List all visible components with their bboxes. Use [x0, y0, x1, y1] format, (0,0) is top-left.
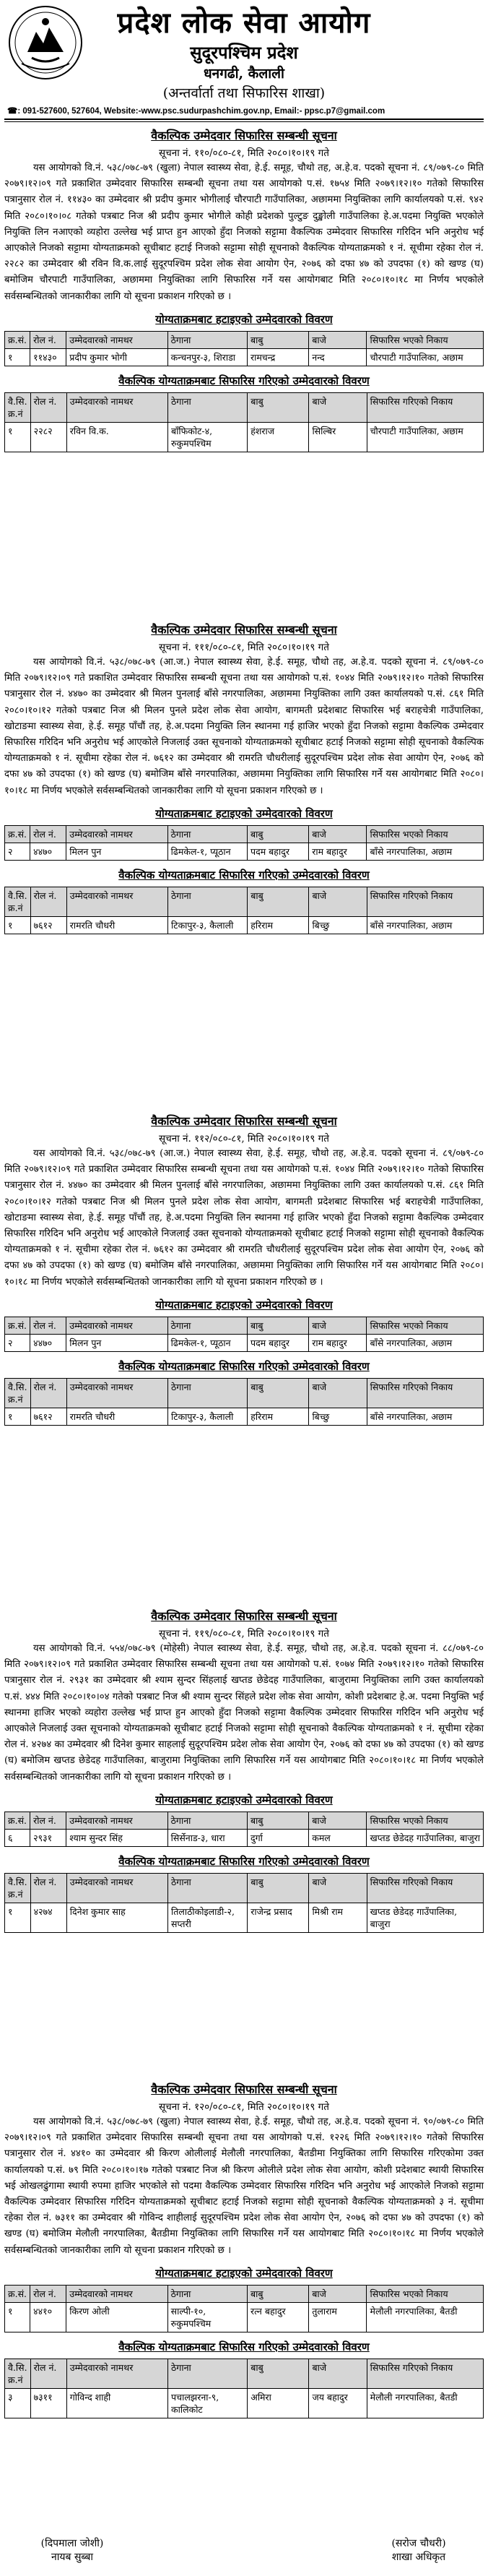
- column-header: रोल नं.: [30, 2285, 66, 2302]
- column-header: बाजे: [309, 1873, 367, 1903]
- column-header: उम्मेदवारको नामथर: [66, 1812, 167, 1829]
- table-cell: साल्पी-१०, रुकुमपश्चिम: [167, 2302, 247, 2332]
- column-header: बाबु: [248, 1378, 309, 1408]
- column-header: सिफारिस गरिएको निकाय: [367, 2359, 483, 2388]
- table-cell: रामचन्द्र: [247, 348, 308, 366]
- table-cell: ढिमकेल-१, प्यूठान: [167, 1334, 247, 1351]
- recommendation-notice: [4, 621, 484, 934]
- province-name: सुदूरपश्चिम प्रदेश: [190, 42, 298, 63]
- column-header: रोल नं.: [30, 887, 66, 916]
- table-cell: पदम बहादुर: [247, 1334, 308, 1351]
- table-row: [5, 2302, 484, 2332]
- table-cell: राम बहादुर: [309, 843, 367, 860]
- column-header: उम्मेदवारको नामथर: [66, 825, 167, 843]
- recommended-table: [4, 1378, 484, 1426]
- table-cell: ६: [5, 1829, 30, 1846]
- header-divider: [4, 119, 484, 120]
- column-header: वै.सि. क्र.नं: [5, 887, 31, 916]
- column-header: बाबु: [248, 887, 309, 916]
- table-cell: रामरति चौधरी: [66, 1408, 167, 1425]
- table-cell: ढिमकेल-१, प्यूठान: [167, 843, 247, 860]
- notice-number: सूचना नं. ११९/०८०-८१, मिति २०८०।१०।१९ गते: [159, 1628, 329, 1640]
- table-cell: बाँसे नगरपालिका, अछाम: [367, 843, 484, 860]
- column-header: बाबु: [247, 1812, 308, 1829]
- signatory-role: नायब सुब्बा: [51, 2551, 93, 2563]
- column-header: सिफारिस गरिएको निकाय: [367, 887, 483, 916]
- table-row: [5, 1829, 484, 1846]
- table-header-row: [5, 2285, 484, 2302]
- column-header: वै.सि. क्र.नं: [5, 2359, 31, 2388]
- column-header: सिफारिस गरिएको निकाय: [367, 1378, 483, 1408]
- table-cell: बाँफिकोट-४, रुकुमपश्चिम: [168, 422, 248, 452]
- recommended-table: [4, 392, 484, 452]
- table-cell: किरण ओली: [66, 2302, 167, 2332]
- column-header: रोल नं.: [30, 1317, 66, 1334]
- notice-number: सूचना नं. १२०/०८०-८१, मिति २०८०।१०।१९ गते: [159, 2101, 329, 2113]
- column-header: ठेगाना: [168, 392, 248, 422]
- table-cell: खप्तड छेडेदह गाउँपालिका, बाजुरा: [367, 1829, 484, 1846]
- notice-body: यस आयोगको वि.नं. ५५४/०७८-७९ (मोहेसी) नेपाल स्वास्थ्य सेवा, हे.ई. समूह, चौथो तह, अ.हे.व. पदको सूचना नं. ८८/०७९-८० मिति २०७९।१२।०९ गते प्रकाशित उम्मेदवार सिफारिस सम्बन्धी सूचना तथा यस आयोगको प.सं. १०७४ मिति २०७९।१२।१० गतेको सिफारिस पत्रानुसार रोल नं. २९३१ का उम्मेदवार श्री श्याम सुन्दर सिंहलाई खप्तड छेडेदह गाउँपालिका, बाजुरामा नियुक्तिका लागि उक्त कार्यालयको प.सं. ४४४ मिति २०८०।१०।०४ गतेको पत्रबाट निज श्री श्याम सुन्दर सिंहले प्रदेश लोक सेवा आयोग, कोशी प्रदेशबाट हे.अ. पदमा नियुक्ति भई स्थानमा हाजिर भएको व्यहोरा उल्लेख भई प्राप्त हुन आएको हुँदा निजको सट्टामा वैकल्पिक उम्मेदवार सिफारिस गरिदिन भनि अनुरोध भई आएकोले निजलाई उक्त सूचनाको योग्यताक्रमको सूचीबाट हटाई निजको सट्टामा सोही सूचनाको वैकल्पिक योग्यताक्रमको १ नं. सूचीमा रहेका रोल नं. ४२७४ का उम्मेदवार श्री दिनेश कुमार साहलाई सुदूरपश्चिम प्रदेश लोक सेवा आयोग ऐन, २०७६ को दफा ४७ को उपदफा (१) को खण्ड (घ) बमोजिम खप्तड छेडेदह गाउँपालिका, बाजुरामा नियुक्तिका लागि सिफारिस गर्ने यस आयोगबाट मिति २०८०।१०।१८ मा निर्णय भएकोले सर्वसम्बन्धितको जानकारीका लागि यो सूचना प्रकाशन गरिएको छ ।: [4, 1643, 484, 1783]
- table-cell: कमल: [309, 1829, 367, 1846]
- column-header: रोल नं.: [30, 1873, 66, 1903]
- table-cell: टिकापुर-३, कैलाली: [168, 916, 248, 934]
- removed-candidate-title: योग्यताक्रमबाट हटाइएको उम्मेदवारको विवरण: [155, 2266, 333, 2280]
- table-cell: तिलाठीकोइलाडी-२, सप्तरी: [168, 1903, 248, 1932]
- column-header: बाजे: [309, 1317, 367, 1334]
- column-header: क्र.सं.: [5, 825, 30, 843]
- column-header: बाबु: [247, 2285, 308, 2302]
- table-cell: १: [5, 1408, 31, 1425]
- column-header: बाबु: [248, 392, 309, 422]
- table-cell: चौरपाटी गाउँपालिका, अछाम: [367, 422, 483, 452]
- organization-title: प्रदेश लोक सेवा आयोग: [117, 6, 371, 40]
- column-header: सिफारिस भएको निकाय: [367, 331, 484, 348]
- column-header: वै.सि. क्र.नं: [5, 1378, 31, 1408]
- table-cell: मिलन पुन: [66, 1334, 167, 1351]
- recommendation-notice: [4, 1113, 484, 1426]
- table-cell: बिच्छु: [309, 916, 367, 934]
- table-cell: हंशराज: [248, 422, 309, 452]
- table-cell: हरिराम: [248, 1408, 309, 1425]
- table-cell: हरिराम: [248, 916, 309, 934]
- column-header: वै.सि. क्र.नं: [5, 392, 31, 422]
- table-cell: सिल्बिर: [309, 422, 367, 452]
- removed-table: [4, 825, 484, 861]
- recommendation-notice: [4, 127, 484, 452]
- removed-table: [4, 2285, 484, 2332]
- column-header: बाजे: [309, 825, 367, 843]
- recommended-table: [4, 2359, 484, 2418]
- notice-number: सूचना नं. ११२/०८०-८१, मिति २०८०।१०।१९ गते: [159, 1133, 329, 1145]
- column-header: ठेगाना: [168, 887, 248, 916]
- recommended-candidate-title: वैकल्पिक योग्यताक्रमबाट सिफारिस गरिएको उम्मेदवारको विवरण: [118, 868, 370, 882]
- table-cell: गोविन्द शाही: [66, 2388, 167, 2418]
- table-cell: पचालझरना-९, कालिकोट: [168, 2388, 248, 2418]
- column-header: ठेगाना: [167, 331, 247, 348]
- column-header: बाजे: [309, 887, 367, 916]
- table-cell: १: [5, 2302, 30, 2332]
- column-header: रोल नं.: [30, 2359, 66, 2388]
- column-header: सिफारिस भएको निकाय: [367, 2285, 484, 2302]
- table-cell: बाँसे नगरपालिका, अछाम: [367, 1408, 483, 1425]
- table-row: [5, 422, 484, 452]
- column-header: सिफारिस भएको निकाय: [367, 1812, 484, 1829]
- removed-table: [4, 1317, 484, 1352]
- notice-body: यस आयोगको वि.नं. ५३८/०७८-७९ (आ.ज.) नेपाल स्वास्थ्य सेवा, हे.ई. समूह, चौथो तह, अ.हे.व. पदको सूचना नं. ८९/०७९-८० मिति २०७९।१२।०९ गते प्रकाशित उम्मेदवार सिफारिस सम्बन्धी सूचना तथा यस आयोगको प.सं. १०४४ मिति २०७९।१२।१० गतेको सिफारिस पत्रानुसार रोल नं. ४४७० का उम्मेदवार श्री मिलन पुनलाई बाँसे नगरपालिका, अछाममा नियुक्तिका लागि उक्त कार्यालयको प.सं. ८६१ मिति २०८०।१०।१२ गतेको पत्रबाट निज श्री मिलन पुनले प्रदेश लोक सेवा आयोग, बागमती प्रदेशबाट सिफारिस भई बराहचेत्री गाउँपालिका, खोटाङमा स्वास्थ्य सेवा, हे.ई. समूह पाँचौं तह, हे.अ.पदमा नियुक्ति लिन स्थानमा गई हाजिर भएको हुँदा निजको सट्टामा वैकल्पिक उम्मेदवार सिफारिस गरिदिन भनि अनुरोध भई आएकोले निजलाई उक्त सूचनाको योग्यताक्रमको सूचीबाट हटाई निजको सट्टामा सोही सूचनाको वैकल्पिक योग्यताक्रमको १ नं. सूचीमा रहेका रोल नं. ७६१२ का उम्मेदवार श्री रामरति चौधरीलाई सुदूरपश्चिम प्रदेश लोक सेवा आयोग ऐन, २०७६ को दफा ४७ को उपदफा (१) को खण्ड (घ) बमोजिम बाँसे नगरपालिका, अछाममा नियुक्तिका लागि सिफारिस गर्ने यस आयोगबाट मिति २०८०।१०।१८ मा निर्णय भएकोले सर्वसम्बन्धितको जानकारीका लागि यो सूचना प्रकाशन गरिएको छ ।: [4, 657, 484, 796]
- table-cell: ११४३०: [30, 348, 66, 366]
- office-location: धनगढी, कैलाली: [204, 66, 284, 82]
- table-row: [5, 1334, 484, 1351]
- recommended-candidate-title: वैकल्पिक योग्यताक्रमबाट सिफारिस गरिएको उम्मेदवारको विवरण: [118, 1359, 370, 1373]
- table-cell: बाँसे नगरपालिका, अछाम: [367, 1334, 484, 1351]
- table-cell: रत्न बहादुर: [247, 2302, 308, 2332]
- column-header: उम्मेदवारको नामथर: [66, 887, 167, 916]
- column-header: ठेगाना: [168, 1873, 248, 1903]
- table-cell: खप्तड छेडेदह गाउँपालिका, बाजुरा: [367, 1903, 483, 1932]
- removed-table: [4, 1812, 484, 1847]
- column-header: बाजे: [309, 392, 367, 422]
- column-header: क्र.सं.: [5, 2285, 30, 2302]
- table-cell: ३: [5, 2388, 31, 2418]
- table-cell: १: [5, 348, 30, 366]
- recommended-candidate-title: वैकल्पिक योग्यताक्रमबाट सिफारिस गरिएको उम्मेदवारको विवरण: [118, 374, 370, 387]
- column-header: ठेगाना: [168, 1378, 248, 1408]
- table-cell: रविन वि.क.: [66, 422, 167, 452]
- signature-left: [14, 2536, 130, 2564]
- column-header: सिफारिस गरिएको निकाय: [367, 1873, 483, 1903]
- table-cell: नन्द: [309, 348, 367, 366]
- notice-title: वैकल्पिक उम्मेदवार सिफारिस सम्बन्धी सूचना: [151, 1609, 337, 1623]
- recommended-table: [4, 1873, 484, 1933]
- column-header: बाजे: [309, 2285, 367, 2302]
- table-row: [5, 843, 484, 860]
- table-cell: २: [5, 843, 30, 860]
- table-cell: टिकापुर-३, कैलाली: [168, 1408, 248, 1425]
- column-header: उम्मेदवारको नामथर: [66, 392, 167, 422]
- notice-number: सूचना नं. १११/०८०-८१, मिति २०८०।१०।१९ गते: [159, 642, 329, 653]
- table-cell: अमिरा: [248, 2388, 309, 2418]
- column-header: रोल नं.: [30, 1812, 66, 1829]
- table-cell: बिच्छु: [309, 1408, 367, 1425]
- table-cell: कन्चनपुर-३, शिराडा: [167, 348, 247, 366]
- table-cell: राम बहादुर: [309, 1334, 367, 1351]
- column-header: बाबु: [247, 825, 308, 843]
- table-cell: मेलौली नगरपालिका, बैतडी: [367, 2388, 483, 2418]
- column-header: उम्मेदवारको नामथर: [66, 2285, 167, 2302]
- notice-title: वैकल्पिक उम्मेदवार सिफारिस सम्बन्धी सूचना: [151, 1114, 337, 1128]
- table-cell: १: [5, 422, 31, 452]
- column-header: क्र.सं.: [5, 1317, 30, 1334]
- table-row: [5, 916, 484, 934]
- notice-body: यस आयोगको वि.नं. ५३८/०७८-७९ (खुला) नेपाल स्वास्थ्य सेवा, हे.ई. समूह, चौथो तह, अ.हे.व. पदको सूचना नं. ८९/०७९-८० मिति २०७९।१२।०९ गते प्रकाशित उम्मेदवार सिफारिस सम्बन्धी सूचना तथा यस आयोगको प.सं. १७५४ मिति २०७९।१२।१० गतेको सिफारिस पत्रानुसार रोल नं. ११४३० का उम्मेदवार श्री प्रदीप कुमार भोगीलाई चौरपाटी गाउँपालिका, अछाममा नियुक्तिका लागि कार्यालयको प.सं. ९४२ मिति २०८०।१०।०८ गतेको पत्रबाट निज श्री प्रदीप कुमार भोगीले कोही प्रदेशको पुल्टुङ दुङ्खोली गाउँपालिका हे.अ.पदमा नियुक्ति भएकोले नियुक्ति लिन नआएको व्यहोरा उल्लेख भई प्राप्त हुन आएको हुँदा निजको सट्टामा वैकल्पिक उम्मेदवार सिफारिस गरिदिन भनि अनुरोध भई आएकोले निजको सट्टामा योग्यताक्रमको सूचीबाट हटाई निजको सट्टामा सोही सूचनाको वैकल्पिक योग्यताक्रमको १ नं. सूचीमा रहेका रोल नं. २२८२ का उम्मेदवार श्री रविन वि.क.लाई सुदूरपश्चिम प्रदेश लोक सेवा आयोग ऐन, २०७६ को दफा ४७ को उपदफा (१) को खण्ड (घ) बमोजिम चौरपाटी गाउँपालिका, अछाममा नियुक्तिका लागि सिफारिस गर्ने यस आयोगबाट मिति २०८०।१०।१८ मा निर्णय भएकोले सर्वसम्बन्धितको जानकारीका लागि यो सूचना प्रकाशन गरिएको छ ।: [4, 163, 484, 302]
- table-cell: ७६१२: [30, 916, 66, 934]
- column-header: उम्मेदवारको नामथर: [66, 1317, 167, 1334]
- column-header: ठेगाना: [168, 2359, 248, 2388]
- column-header: वै.सि. क्र.नं: [5, 1873, 31, 1903]
- removed-candidate-title: योग्यताक्रमबाट हटाइएको उम्मेदवारको विवरण: [155, 806, 333, 820]
- column-header: ठेगाना: [167, 1812, 247, 1829]
- notice-title: वैकल्पिक उम्मेदवार सिफारिस सम्बन्धी सूचना: [151, 2082, 337, 2096]
- column-header: सिफारिस गरिएको निकाय: [367, 392, 483, 422]
- column-header: बाजे: [309, 2359, 367, 2388]
- table-header-row: [5, 2359, 484, 2388]
- recommended-candidate-title: वैकल्पिक योग्यताक्रमबाट सिफारिस गरिएको उम्मेदवारको विवरण: [118, 2340, 370, 2353]
- column-header: ठेगाना: [167, 825, 247, 843]
- column-header: बाजे: [309, 1378, 367, 1408]
- contact-line: ☎: 091-527600, 527604, Website:-www.psc.sudurpashchim.gov.np, Email:- ppsc.p7@gmail.com: [7, 107, 385, 116]
- column-header: बाबु: [248, 1873, 309, 1903]
- column-header: सिफारिस भएको निकाय: [367, 1317, 484, 1334]
- signature-right: [361, 2536, 476, 2564]
- table-row: [5, 348, 484, 366]
- table-header-row: [5, 331, 484, 348]
- branch-name: (अन्तर्वार्ता तथा सिफारिस शाखा): [162, 85, 326, 101]
- table-header-row: [5, 1873, 484, 1903]
- table-cell: जय बहादुर: [309, 2388, 367, 2418]
- recommendation-notice: [4, 1608, 484, 1933]
- table-cell: ७६१२: [30, 1408, 66, 1425]
- table-cell: रामरति चौधरी: [66, 916, 167, 934]
- table-header-row: [5, 1812, 484, 1829]
- table-row: [5, 1408, 484, 1425]
- column-header: ठेगाना: [167, 2285, 247, 2302]
- removed-table: [4, 331, 484, 366]
- table-cell: राजेन्द्र प्रसाद: [248, 1903, 309, 1932]
- column-header: उम्मेदवारको नामथर: [66, 331, 167, 348]
- table-cell: ७३११: [30, 2388, 66, 2418]
- table-cell: प्रदीप कुमार भोगी: [66, 348, 167, 366]
- notice-number: सूचना नं. ११०/०८०-८१, मिति २०८०।१०।१९ गते: [159, 147, 329, 159]
- removed-candidate-title: योग्यताक्रमबाट हटाइएको उम्मेदवारको विवरण: [155, 1793, 333, 1806]
- table-cell: ४४७०: [30, 1334, 66, 1351]
- column-header: रोल नं.: [30, 1378, 66, 1408]
- table-cell: ४४१०: [30, 2302, 66, 2332]
- table-cell: २९३१: [30, 1829, 66, 1846]
- column-header: क्र.सं.: [5, 1812, 30, 1829]
- signatory-role: शाखा अधिकृत: [391, 2551, 446, 2563]
- column-header: बाबु: [248, 2359, 309, 2388]
- column-header: बाबु: [247, 1317, 308, 1334]
- table-row: [5, 1903, 484, 1932]
- column-header: उम्मेदवारको नामथर: [66, 2359, 167, 2388]
- table-cell: दुर्गा: [247, 1829, 308, 1846]
- removed-candidate-title: योग्यताक्रमबाट हटाइएको उम्मेदवारको विवरण: [155, 312, 333, 326]
- column-header: रोल नं.: [30, 825, 66, 843]
- notice-body: यस आयोगको वि.नं. ५३८/०७८-७९ (आ.ज.) नेपाल स्वास्थ्य सेवा, हे.ई. समूह, चौथो तह, अ.हे.व. पदको सूचना नं. ८९/०७९-८० मिति २०७९।१२।०९ गते प्रकाशित उम्मेदवार सिफारिस सम्बन्धी सूचना तथा यस आयोगको प.सं. १०४४ मिति २०७९।१२।१० गतेको सिफारिस पत्रानुसार रोल नं. ४४७० का उम्मेदवार श्री मिलन पुनलाई बाँसे नगरपालिका, अछाममा नियुक्तिका लागि उक्त कार्यालयको प.सं. ८६१ मिति २०८०।१०।१२ गतेको पत्रबाट निज श्री मिलन पुनले प्रदेश लोक सेवा आयोग, बागमती प्रदेशबाट सिफारिस भई बराहचेत्री गाउँपालिका, खोटाङमा स्वास्थ्य सेवा, हे.ई. समूह पाँचौं तह, हे.अ.पदमा नियुक्ति लिन स्थानमा गई हाजिर भएको हुँदा निजको सट्टामा वैकल्पिक उम्मेदवार सिफारिस गरिदिन भनि अनुरोध भई आएकोले निजलाई उक्त सूचनाको योग्यताक्रमको सूचीबाट हटाई निजको सट्टामा सोही सूचनाको वैकल्पिक योग्यताक्रमको १ नं. सूचीमा रहेका रोल नं. ७६१२ का उम्मेदवार श्री रामरति चौधरीलाई सुदूरपश्चिम प्रदेश लोक सेवा आयोग ऐन, २०७६ को दफा ४७ को उपदफा (१) को खण्ड (घ) बमोजिम बाँसे नगरपालिका, अछाममा नियुक्तिका लागि सिफारिस गर्ने यस आयोगबाट मिति २०८०।१०।१८ मा निर्णय भएकोले सर्वसम्बन्धितको जानकारीका लागि यो सूचना प्रकाशन गरिएको छ ।: [4, 1148, 484, 1288]
- table-cell: ४४७०: [30, 843, 66, 860]
- table-cell: २२८२: [30, 422, 66, 452]
- table-header-row: [5, 825, 484, 843]
- column-header: रोल नं.: [30, 331, 66, 348]
- signatory-name: (सरोज चौधरी): [391, 2538, 446, 2549]
- column-header: सिफारिस भएको निकाय: [367, 825, 484, 843]
- recommendation-notice: [4, 2081, 484, 2418]
- table-cell: १: [5, 916, 31, 934]
- table-header-row: [5, 887, 484, 916]
- notice-title: वैकल्पिक उम्मेदवार सिफारिस सम्बन्धी सूचना: [151, 623, 337, 637]
- table-cell: बाँसे नगरपालिका, अछाम: [367, 916, 483, 934]
- column-header: ठेगाना: [167, 1317, 247, 1334]
- column-header: क्र.सं.: [5, 331, 30, 348]
- table-header-row: [5, 1317, 484, 1334]
- table-cell: चौरपाटी गाउँपालिका, अछाम: [367, 348, 484, 366]
- column-header: बाजे: [309, 1812, 367, 1829]
- table-cell: ४२७४: [30, 1903, 66, 1932]
- table-cell: १: [5, 1903, 31, 1932]
- table-header-row: [5, 1378, 484, 1408]
- recommended-table: [4, 887, 484, 934]
- column-header: बाजे: [309, 331, 367, 348]
- table-cell: मेलौली नगरपालिका, बैतडी: [367, 2302, 484, 2332]
- table-cell: श्याम सुन्दर सिंह: [66, 1829, 167, 1846]
- table-cell: मिश्री राम: [309, 1903, 367, 1932]
- table-cell: मिलन पुन: [66, 843, 167, 860]
- removed-candidate-title: योग्यताक्रमबाट हटाइएको उम्मेदवारको विवरण: [155, 1298, 333, 1311]
- table-row: [5, 2388, 484, 2418]
- column-header: बाबु: [247, 331, 308, 348]
- table-cell: २: [5, 1334, 30, 1351]
- letterhead: [0, 0, 488, 108]
- signatory-name: (दिपमाला जोशी): [40, 2538, 104, 2549]
- table-cell: पदम बहादुर: [247, 843, 308, 860]
- column-header: उम्मेदवारको नामथर: [66, 1378, 167, 1408]
- column-header: उम्मेदवारको नामथर: [66, 1873, 167, 1903]
- table-cell: दिनेश कुमार साह: [66, 1903, 167, 1932]
- recommended-candidate-title: वैकल्पिक योग्यताक्रमबाट सिफारिस गरिएको उम्मेदवारको विवरण: [118, 1854, 370, 1868]
- table-cell: सिर्सेनाड-३, धारा: [167, 1829, 247, 1846]
- table-cell: तुलाराम: [309, 2302, 367, 2332]
- notice-body: यस आयोगको वि.नं. ५३८/०७८-७९ (खुला) नेपाल स्वास्थ्य सेवा, हे.ई. समूह, चौथो तह, अ.हे.व. पदको सूचना नं. ९०/०७९-८० मिति २०७९।१२।०९ गते प्रकाशित उम्मेदवार सिफारिस सम्बन्धी सूचना तथा यस आयोगको प.सं. १२२६ मिति २०७९।१२।१० गतेको सिफारिस पत्रानुसार रोल नं. ४४१० का उम्मेदवार श्री किरण ओलीलाई मेलौली नगरपालिका, बैतडीमा नियुक्तिका लागि सिफारिस गरिएकोमा उक्त कार्यालयको प.सं. ७९ मिति २०८०।१०।१७ गतेको पत्रबाट निज श्री किरण ओलीले प्रदेश लोक सेवा आयोग, कोशी प्रदेशबाट स्थायी सिफारिस भई ओखलढुंगामा स्थायी रुपमा हाजिर भएकोले सो पदमा वैकल्पिक उम्मेदवार सिफारिस गरिदिन भनि अनुरोध भई आएकोले निजको सट्टामा वैकल्पिक उम्मेदवार सिफारिस गरिदिन योग्यताक्रमको सूचीबाट हटाई निजको सट्टामा सोही सूचनाको वैकल्पिक योग्यताक्रमको ३ नं. सूचीमा रहेका रोल नं. ७३११ का उम्मेदवार श्री गोविन्द शाहीलाई सुदूरपश्चिम प्रदेश लोक सेवा आयोग ऐन, २०७६ को दफा ४७ को उपदफा (१) को खण्ड (घ) बमोजिम मेलौली नगरपालिका, बैतडीमा नियुक्तिका लागि सिफारिस गर्ने यस आयोगबाट मिति २०८०।१०।१८ मा निर्णय भएकोले सर्वसम्बन्धितको जानकारीका लागि यो सूचना प्रकाशन गरिएको छ ।: [4, 2116, 484, 2256]
- header-divider: [4, 121, 484, 122]
- table-header-row: [5, 392, 484, 422]
- column-header: रोल नं.: [30, 392, 66, 422]
- notice-title: वैकल्पिक उम्मेदवार सिफारिस सम्बन्धी सूचना: [151, 129, 337, 142]
